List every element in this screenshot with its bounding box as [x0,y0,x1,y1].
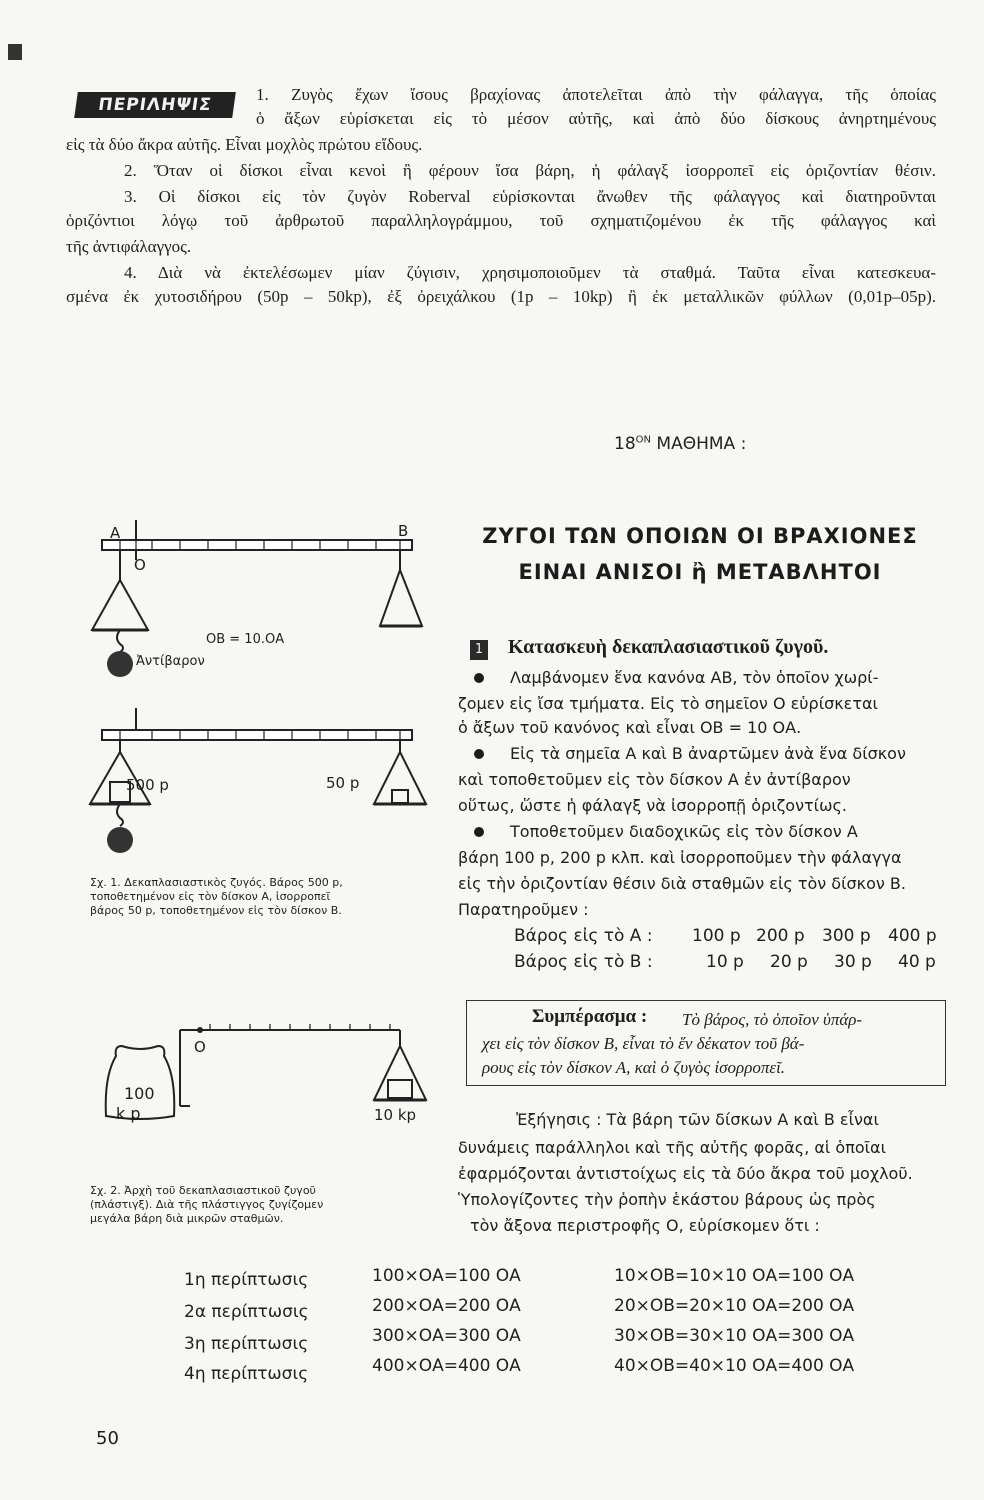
counterweight-icon [107,651,133,677]
section-heading: Κατασκευὴ δεκαπλασιαστικοῦ ζυγοῦ. [508,636,829,658]
page-number: 50 [96,1428,119,1449]
caption-1-line: τοποθετημένον εἰς τὸν δίσκον Α, ἰσορροπεῖ [90,890,331,903]
body-line: Παρατηροῦμεν : [458,900,589,919]
pan-b [380,570,422,626]
weight-a-value: 400 p [888,926,937,946]
summary-line: ὁριζόντιοι λόγῳ τοῦ ἀρθρωτοῦ παραλληλογράμμου, τοῦ σχηματιζομένου ἐκ τῆς φάλαγγος καὶ [66,211,936,230]
body-line: καὶ τοποθετοῦμεν εἰς τὸν δίσκον Α ἐν ἀντίβαρον [458,770,851,789]
fig2-weight-label: 10 kp [374,1106,417,1124]
calc-case: 3η περίπτωσις [184,1334,309,1354]
summary-line: 1. Ζυγὸς ἔχων ἴσους βραχίονας ἀποτελεῖται ἀπὸ τὴν φάλαγγα, τῆς ὁποίας [256,85,936,104]
fig1-ratio: ΟΒ = 10.ΟΑ [206,632,285,647]
lesson-number: $18^{ON}$ ΜΑΘΗΜΑ : [614,434,747,454]
weight-a-value: 300 p [822,926,871,946]
caption-2-line: μεγάλα βάρη διὰ μικρῶν σταθμῶν. [90,1212,284,1225]
fig1-counterweight-label: Ἀντίβαρον [136,654,205,669]
pan-b [374,752,426,804]
weight-b-value: 10 p [706,952,744,972]
bullet-icon [474,673,484,683]
fig1-label-b: Β [398,522,409,540]
caption-1-line: βάρος 50 p, τοποθετημένον εἰς τὸν δίσκον Β. [90,904,342,917]
pan-a [92,580,148,630]
body-line: Εἰς τὰ σημεῖα Α καὶ Β ἀναρτῶμεν ἀνὰ ἕνα δίσκον [510,744,906,763]
bullet-icon [474,827,484,837]
summary-badge: ΠΕΡΙΛΗΨΙΣ [74,92,236,118]
conclusion-line: χει εἰς τὸν δίσκον Β, εἶναι τὸ ἕν δέκατον τοῦ βά- [482,1034,805,1053]
fig1-label-a: Α [110,524,121,542]
calc-case: 2α περίπτωσις [184,1302,309,1322]
caption-2-line: (πλάστιγξ). Διὰ τῆς πλάστιγγος ζυγίζομεν [90,1198,324,1211]
weights-row-b-label: Βάρος εἰς τὸ Β : [514,952,653,972]
summary-line: 2. Ὅταν οἱ δίσκοι εἶναι κενοὶ ἢ φέρουν ἴσα βάρη, ἡ φάλαγξ ἰσορροπεῖ εἰς ὁριζοντίαν θέσιν. [124,161,936,180]
lesson-title-line1: ΖΥΓΟΙ ΤΩΝ ΟΠΟΙΩΝ ΟΙ ΒΡΑΧΙΟΝΕΣ [482,524,918,548]
body-line: ὁ ἄξων τοῦ κανόνος καὶ εἶναι ΟΒ = 10 ΟΑ. [458,718,802,737]
calc-left: 100×ΟΑ=100 ΟΑ [372,1266,521,1286]
body-line: οὕτως, ὥστε ἡ φάλαγξ νὰ ἰσορροπῇ ὁριζοντίως. [458,796,847,815]
sack-label-top: 100 [124,1084,155,1103]
weight-b-value: 20 p [770,952,808,972]
fig1b-right-weight: 50 p [326,774,360,792]
fig2-label-o: Ο [194,1038,206,1056]
calc-right: 20×ΟΒ=20×10 ΟΑ=200 ΟΑ [614,1296,855,1316]
calc-left: 300×ΟΑ=300 ΟΑ [372,1326,521,1346]
pan-icon [374,1046,426,1100]
weight-b-value: 40 p [898,952,936,972]
weight-a-value: 200 p [756,926,805,946]
summary-line: 3. Οἱ δίσκοι εἰς τὸν ζυγὸν Roberval εὑρίσκονται ἄνωθεν τῆς φάλαγγος καὶ διατηροῦνται [124,187,936,206]
body-line: ζομεν εἰς ἴσα τμήματα. Εἰς τὸ σημεῖον Ο εὑρίσκεται [458,694,878,713]
counterweight-icon [107,827,133,853]
section-number: 1 [470,640,488,660]
summary-line: εἰς τὰ δύο ἄκρα αὐτῆς. Εἶναι μοχλὸς πρώτου εἴδους. [66,135,423,154]
explanation-line: ἐφαρμόζονται ἀντιστοίχως εἰς τὰ δύο ἄκρα τοῦ μοχλοῦ. [458,1164,913,1183]
conclusion-label: Συμπέρασμα : [532,1006,648,1027]
fig1b-left-weight: 500 p [126,776,169,794]
calc-right: 10×ΟΒ=10×10 ΟΑ=100 ΟΑ [614,1266,855,1286]
weight-a-value: 100 p [692,926,741,946]
pivot-icon [197,1027,203,1033]
sack-label-bottom: k p [116,1104,141,1123]
conclusion-line: ρους εἰς τὸν δίσκον Α, καὶ ὁ ζυγὸς ἰσορροπεῖ. [482,1058,786,1077]
caption-2-line: Σχ. 2. Ἀρχὴ τοῦ δεκαπλασιαστικοῦ ζυγοῦ [90,1184,316,1197]
bullet-icon [474,749,484,759]
explanation-line: Ὑπολογίζοντες τὴν ῥοπὴν ἑκάστου βάρους ὡς πρὸς [458,1190,876,1209]
weight-b-value: 30 p [834,952,872,972]
calc-case: 4η περίπτωσις [184,1364,309,1384]
corner-mark [8,44,22,60]
summary-line: τῆς ἀντιφάλαγγος. [66,237,192,256]
body-line: Λαμβάνομεν ἕνα κανόνα ΑΒ, τὸν ὁποῖον χωρί- [510,668,879,687]
calc-right: 40×ΟΒ=40×10 ΟΑ=400 ΟΑ [614,1356,855,1376]
body-line: Τοποθετοῦμεν διαδοχικῶς εἰς τὸν δίσκον Α [510,822,858,841]
explanation-line: τὸν ἄξονα περιστροφῆς Ο, εὑρίσκομεν ὅτι : [470,1216,820,1235]
body-line: βάρη 100 p, 200 p κλπ. καὶ ἰσορροποῦμεν τὴν φάλαγγα [458,848,902,867]
calc-case: 1η περίπτωσις [184,1270,309,1290]
weight-10kp-icon [388,1080,412,1098]
weights-row-a-label: Βάρος εἰς τὸ Α : [514,926,653,946]
summary-line: 4. Διὰ νὰ ἐκτελέσωμεν μίαν ζύγισιν, χρησιμοποιοῦμεν τὰ σταθμά. Ταῦτα εἶναι κατεσκευα- [124,263,936,282]
body-line: εἰς τὴν ὁριζοντίαν θέσιν διὰ σταθμῶν εἰς τὸν δίσκον Β. [458,874,906,893]
beam [102,730,412,740]
calc-left: 200×ΟΑ=200 ΟΑ [372,1296,521,1316]
weight-50-icon [392,790,408,803]
lesson-title-line2: ΕΙΝΑΙ ΑΝΙΣΟΙ ἢ ΜΕΤΑΒΛΗΤΟΙ [518,560,882,584]
explanation-line: δυνάμεις παράλληλοι καὶ τῆς αὐτῆς φορᾶς, αἱ ὁποῖαι [458,1138,886,1157]
figure-1-balance [80,520,440,700]
summary-line: σμένα ἐκ χυτοσιδήρου (50p – 50kp), ἐξ ὀρειχάλκου (1p – 10kp) ἢ ἐκ μεταλλικῶν φύλλων (0,01p–05p). [66,287,936,306]
caption-1-line: Σχ. 1. Δεκαπλασιαστικὸς ζυγός. Βάρος 500 p, [90,876,343,889]
explanation-line: Ἐξήγησις : Τὰ βάρη τῶν δίσκων Α καὶ Β εἶναι [516,1110,879,1129]
calc-left: 400×ΟΑ=400 ΟΑ [372,1356,521,1376]
beam [102,540,412,550]
fig1-label-o: Ο [134,556,146,574]
summary-line: ὁ ἄξων εὑρίσκεται εἰς τὸ μέσον αὐτῆς, καὶ ἀπὸ δύο δίσκους ἀνηρτημένους [256,109,936,128]
conclusion-line: Τὸ βάρος, τὸ ὁποῖον ὑπάρ- [682,1010,863,1029]
calc-right: 30×ΟΒ=30×10 ΟΑ=300 ΟΑ [614,1326,855,1346]
